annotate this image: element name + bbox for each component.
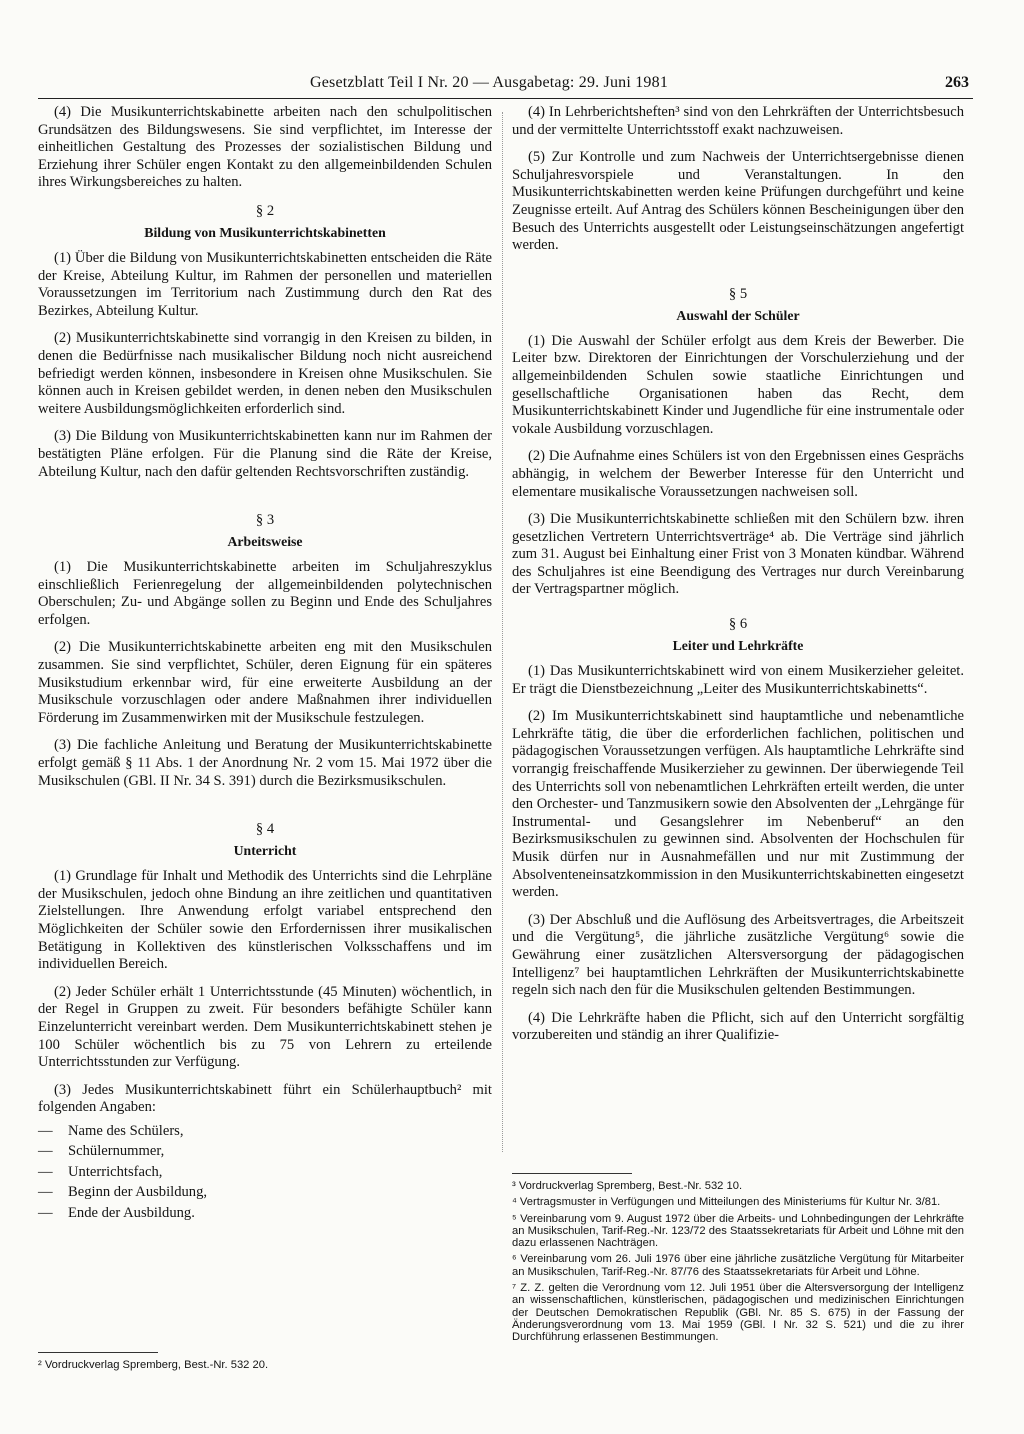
paragraph-2-2: (2) Musikunterrichtskabinette sind vorrangig in den Kreisen zu bilden, in denen die Bedürfnisse nach musikalischer Bildung noch nicht ausreichend befriedigt werden können, insbesondere in Kreisen ohne Musikschulen. Sie können auch in Kreisen gebildet werden, in denen neben den Musikschulen weitere Ausbildungsmöglichkeiten erforderlich sind. <box>38 330 492 417</box>
left-column <box>38 104 492 1223</box>
paragraph-6-3: (3) Der Abschluß und die Auflösung des Arbeitsvertrages, die Arbeitszeit und die Vergütung⁵, die jährliche zusätzliche Vergütung⁶ sowie die Gewährung einer zusätzlichen Altersversorgung der pädagogischen Intelligenz⁷ bei hauptamtlichen Lehrkräften der Musikunterrichtskabinette regeln sich nach den für die Musikschulen geltenden Bestimmungen. <box>512 911 964 999</box>
paragraph-3-3: (3) Die fachliche Anleitung und Beratung der Musikunterrichtskabinette erfolgt gemäß § 11 Abs. 1 der Anordnung Nr. 2 vom 15. Mai 1972 über die Musikschulen (GBl. II Nr. 34 S. 391) durch die Bezirksmusikschulen. <box>38 737 492 789</box>
footnote-4: ⁴ Vertragsmuster in Verfügungen und Mitteilungen des Ministeriums für Kultur Nr. 3/81. <box>512 1196 941 1209</box>
section-2-title: Bildung von Musikunterrichtskabinetten <box>144 224 386 240</box>
right-column <box>512 104 964 1055</box>
paragraph-3-2: (2) Die Musikunterrichtskabinette arbeiten eng mit den Musikschulen zusammen. Sie sind verpflichtet, Schüler, deren Eignung für ein späteres Musikstudium erkennbar wird, für eine erweiterte Ausbildung an der Musikschule vorzuschlagen oder andere Maßnahmen ihrer individuellen Förderung im Zusammenwirken mit der Musikschule festzulegen. <box>38 639 492 726</box>
header-title: Gesetzblatt Teil I Nr. 20 — Ausgabetag: 29. Juni 1981 <box>310 74 669 91</box>
paragraph-5-2: (2) Die Aufnahme eines Schülers ist von den Ergebnissen eines Gesprächs abhängig, in welchem der Bewerber Interesse für den Unterricht und elementare musikalische Voraussetzungen nachweisen soll. <box>512 448 964 500</box>
list-item: — Name des Schülers, <box>38 1121 492 1141</box>
section-3-title: Arbeitsweise <box>227 534 303 550</box>
list-item: — Beginn der Ausbildung, <box>38 1182 492 1202</box>
paragraph-1-4: (4) Die Musikunterrichtskabinette arbeiten nach den schulpolitischen Grundsätzen des Bildungswesens. Sie sind verpflichtet, im Interesse der einheitlichen Gestaltung des Prozesses der sozialistischen Bildung und Erziehung ihrer Schüler engen Kontakt zu den allgemeinbildenden Schulen ihres Wirkungsbereiches zu halten. <box>38 104 492 191</box>
section-2-number: § 2 <box>255 202 275 219</box>
paragraph-5-3: (3) Die Musikunterrichtskabinette schließen mit den Schülern bzw. ihren gesetzlichen Vertretern Unterrichtsverträge⁴ ab. Die Verträge sind jährlich zum 31. August bei Einhaltung einer Frist von 3 Monaten kündbar. Während des Schuljahres ist eine Beendigung des Vertrages nur durch Vereinbarung der Vertragspartner möglich. <box>512 511 964 598</box>
paragraph-4-5: (5) Zur Kontrolle und zum Nachweis der Unterrichtsergebnisse dienen Schuljahresvorspiele und Veranstaltungen. In den Musikunterrichtskabinetten werden keine Prüfungen durchgeführt und keine Zeugnisse erteilt. Auf Antrag des Schülers können Bescheinigungen über den Besuch des Unterrichts ausgestellt oder Leistungseinschätzungen angefertigt werden. <box>512 149 964 254</box>
section-4-title: Unterricht <box>233 843 297 859</box>
section-4-number: § 4 <box>255 821 275 838</box>
section-3-number: § 3 <box>255 512 275 529</box>
paragraph-3-1: (1) Die Musikunterrichtskabinette arbeiten im Schuljahreszyklus einschließlich Ferienregelung der allgemeinbildenden polytechnischen Oberschulen; Zu- und Abgänge sollen zu Beginn und Ende des Schuljahres erfolgen. <box>38 559 492 628</box>
footnote-rule <box>512 1173 632 1174</box>
footnote-3: ³ Vordruckverlag Spremberg, Best.-Nr. 532 10. <box>512 1180 743 1192</box>
paragraph-6-4: (4) Die Lehrkräfte haben die Pflicht, sich auf den Unterricht sorgfältig vorzubereiten und ständig an ihrer Qualifizie- <box>512 1009 964 1044</box>
paragraph-4-2: (2) Jeder Schüler erhält 1 Unterrichtsstunde (45 Minuten) wöchentlich, in der Regel in Gruppen zu zweit. Für besonders befähigte Schüler kann Einzelunterricht vereinbart werden. Dem Musikunterrichtskabinett stehen je 100 Schüler wöchentlich bis zu 75 von Lehrern zu erteilende Unterrichtsstunden zur Verfügung. <box>38 983 492 1071</box>
column-divider <box>502 112 503 1152</box>
section-6-number: § 6 <box>728 616 748 633</box>
section-6-title: Leiter und Lehrkräfte <box>672 638 804 654</box>
list-item: — Ende der Ausbildung. <box>38 1203 492 1223</box>
footnote-6: ⁶ Vereinbarung vom 26. Juli 1976 über eine jährliche zusätzliche Vergütung für Mitarbeiter an Musikschulen, Tarif-Reg.-Nr. 87/76 des Staatssekretariats für Arbeit und Löhne. <box>512 1253 964 1278</box>
footnote-rule <box>38 1352 158 1353</box>
paragraph-2-1: (1) Über die Bildung von Musikunterrichtskabinetten entscheiden die Räte der Kreise, Abteilung Kultur, im Rahmen der personellen und materiellen Voraussetzungen im Territorium nach Zustimmung durch den Rat des Bezirkes, Abteilung Kultur. <box>38 249 492 319</box>
footnote-7: ⁷ Z. Z. gelten die Verordnung vom 12. Juli 1951 über die Altersversorgung der Intelligenz an wissenschaftlichen, künstlerischen, pädagogischen und medizinischen Einrichtungen der Deutschen Demokratischen Republik (GBl. Nr. 85 S. 675) in der Fassung der Änderungsverordnung vom 13. Mai 1959 (GBl. I Nr. 32 S. 521) und die zu ihrer Durchführung erlassenen Bestimmungen. <box>512 1282 964 1344</box>
footnote-2: ² Vordruckverlag Spremberg, Best.-Nr. 532 20. <box>38 1359 269 1371</box>
section-5-title: Auswahl der Schüler <box>676 307 800 323</box>
page-number: 263 <box>945 74 969 91</box>
paragraph-2-3: (3) Die Bildung von Musikunterrichtskabinetten kann nur im Rahmen der bestätigten Pläne erfolgen. Für die Planung sind die Räte der Kreise, Abteilung Kultur, nach den dafür geltenden Rechtsvorschriften zuständig. <box>38 428 492 480</box>
footnote-5: ⁵ Vereinbarung vom 9. August 1972 über die Arbeits- und Lohnbedingungen der Lehrkräfte an Musikschulen, Tarif-Reg.-Nr. 123/72 des Staatssekretariats für Arbeit und Löhne mit den dazu erlassenen Nachträgen. <box>512 1212 964 1250</box>
student-record-list <box>38 1121 492 1223</box>
paragraph-6-1: (1) Das Musikunterrichtskabinett wird von einem Musikerzieher geleitet. Er trägt die Dienstbezeichnung „Leiter des Musikunterrichtskabinetts“. <box>512 663 964 697</box>
paragraph-4-1: (1) Grundlage für Inhalt und Methodik des Unterrichts sind die Lehrpläne der Musikschulen, jedoch ohne Bindung an ihre zeitlichen und quantitativen Zielstellungen. Ihre Anwendung erfolgt variabel entsprechend den Möglichkeiten der Schüler sowie den Erfordernissen ihrer musikalischen Betätigung in Kollektiven des künstlerischen Volksschaffens und im individuellen Bereich. <box>38 868 492 973</box>
paragraph-6-2: (2) Im Musikunterrichtskabinett sind hauptamtliche und nebenamtliche Lehrkräfte tätig, die über die erforderlichen fachlichen, politischen und pädagogischen Voraussetzungen verfügen. Als hauptamtliche Lehrkräfte sind vorrangig freischaffende Musikerzieher zu gewinnen. Der überwiegende Teil des Unterrichts soll von nebenamtlichen Lehrkräften erteilt werden, die unter den Orchester- und Tanzmusikern sowie den Absolventen der „Lehrgänge für Instrumental- und Gesangslehrer im Nebenberuf“ an den Bezirksmusikschulen zu gewinnen sind. Absolventen der Hochschulen für Musik dürfen nur in Ausnahmefällen und nur mit Zustimmung der Absolventeneinsatzkommission in den Musikunterrichtskabinetten eingesetzt werden. <box>512 708 964 901</box>
left-footnotes <box>38 1352 492 1375</box>
right-footnotes <box>512 1173 964 1348</box>
section-5-number: § 5 <box>728 285 748 302</box>
paragraph-5-1: (1) Die Auswahl der Schüler erfolgt aus dem Kreis der Bewerber. Die Leiter bzw. Direktoren der Einrichtungen der Vorschulerziehung und der allgemeinbildenden Schulen sowie staatliche Einrichtungen und gesellschaftliche Organisationen haben das Recht, dem Musikunterrichtskabinett Kinder und Jugendliche für eine instrumentale oder vokale Ausbildung vorzuschlagen. <box>512 332 964 437</box>
list-item: — Unterrichtsfach, <box>38 1162 492 1182</box>
list-item: — Schülernummer, <box>38 1141 492 1161</box>
paragraph-4-3: (3) Jedes Musikunterrichtskabinett führt ein Schülerhauptbuch² mit folgenden Angaben: <box>38 1081 492 1116</box>
paragraph-4-4: (4) In Lehrberichtsheften³ sind von den Lehrkräften der Unterrichtsbesuch und der vermittelte Unterrichtsstoff exakt nachzuweisen. <box>512 104 964 138</box>
page-header <box>38 72 973 99</box>
